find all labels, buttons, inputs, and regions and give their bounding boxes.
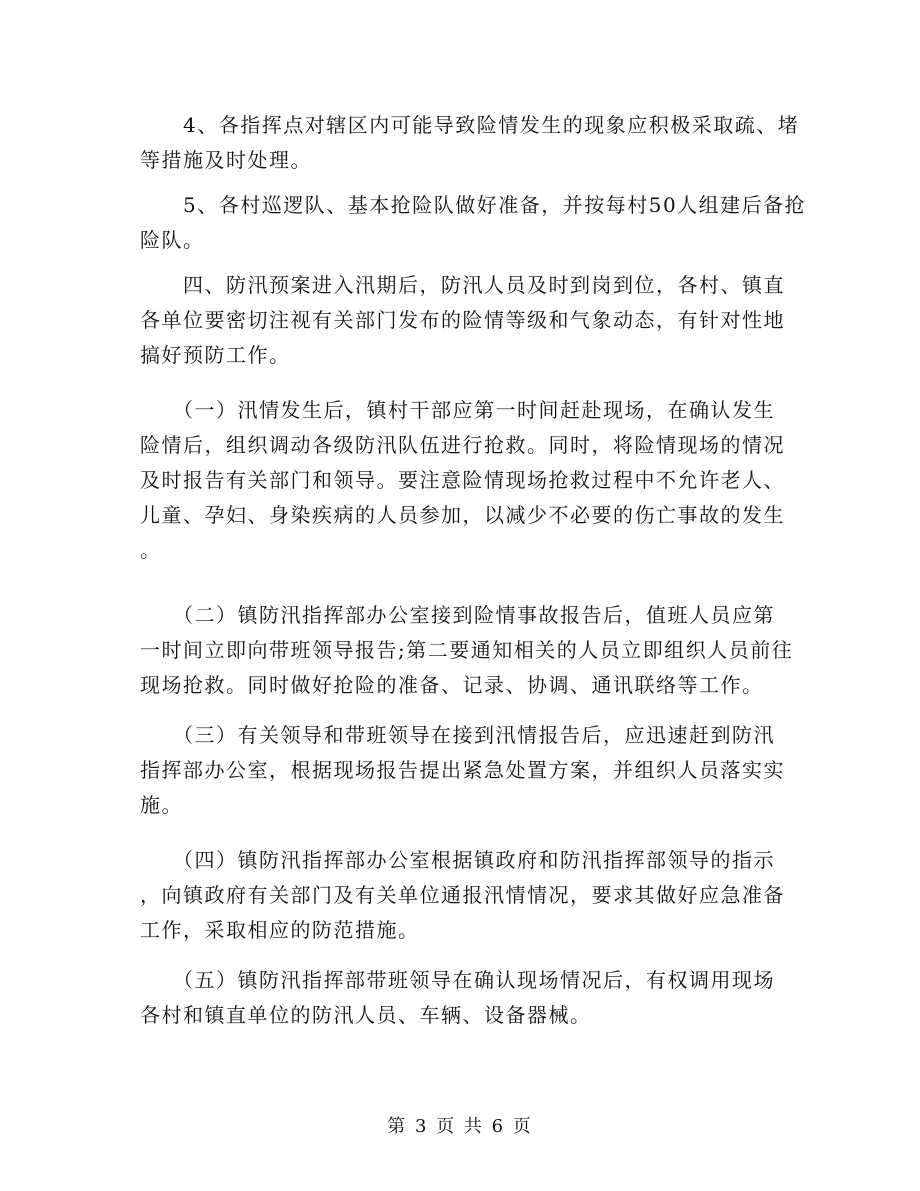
- page-footer: 第 3 页 共 6 页: [387, 1116, 533, 1137]
- paragraph-sub-5: [140, 963, 780, 1033]
- text-line: ，向镇政府有关部门及有关单位通报汛情情况，要求其做好应急准备: [140, 883, 785, 907]
- text-line: （三）有关领导和带班领导在接到汛情报告后，应迅速赶到防汛: [140, 723, 775, 747]
- text-line: 及时报告有关部门和领导。要注意险情现场抢救过程中不允许老人、: [140, 468, 785, 492]
- text-line: 工作，采取相应的防范措施。: [140, 918, 420, 942]
- text-line: 各单位要密切注视有关部门发布的险情等级和气象动态，有针对性地: [140, 308, 785, 332]
- text-line: 四、防汛预案进入汛期后，防汛人员及时到岗到位，各村、镇直: [140, 273, 785, 297]
- text-line: （五）镇防汛指挥部带班领导在确认现场情况后，有权调用现场: [140, 968, 775, 992]
- text-line: 险情后，组织调动各级防汛队伍进行抢救。同时，将险情现场的情况: [140, 433, 785, 457]
- paragraph-sub-1: [140, 393, 785, 568]
- text-line: 施。: [140, 793, 183, 817]
- text-line: 搞好预防工作。: [140, 343, 291, 367]
- text-line: 一时间立即向带班领导报告;第二要通知相关的人员立即组织人员前往: [140, 638, 794, 662]
- text-line: 。: [140, 538, 162, 562]
- text-line: 险队。: [140, 228, 205, 252]
- paragraph-item-5: [140, 188, 807, 258]
- paragraph-sub-4: [140, 843, 785, 948]
- paragraph-sub-2: [140, 598, 794, 703]
- text-line: 等措施及时处理。: [140, 148, 312, 172]
- paragraph-sub-3: [140, 718, 785, 823]
- text-line: 现场抢救。同时做好抢险的准备、记录、协调、通讯联络等工作。: [140, 673, 764, 697]
- text-line: 儿童、孕妇、身染疾病的人员参加，以减少不必要的伤亡事故的发生: [140, 503, 785, 527]
- text-line: （二）镇防汛指挥部办公室接到险情事故报告后，值班人员应第: [140, 603, 775, 627]
- text-line: 指挥部办公室，根据现场报告提出紧急处置方案，并组织人员落实实: [140, 758, 785, 782]
- paragraph-section-4: [140, 268, 785, 373]
- text-line: 4、各指挥点对辖区内可能导致险情发生的现象应积极采取疏、堵: [140, 113, 800, 137]
- text-line: （一）汛情发生后，镇村干部应第一时间赶赴现场，在确认发生: [140, 398, 775, 422]
- text-line: 各村和镇直单位的防汛人员、车辆、设备器械。: [140, 1003, 592, 1027]
- text-line: （四）镇防汛指挥部办公室根据镇政府和防汛指挥部领导的指示: [140, 848, 775, 872]
- text-line: 5、各村巡逻队、基本抢险队做好准备，并按每村50人组建后备抢: [140, 193, 807, 217]
- paragraph-item-4: [140, 108, 800, 178]
